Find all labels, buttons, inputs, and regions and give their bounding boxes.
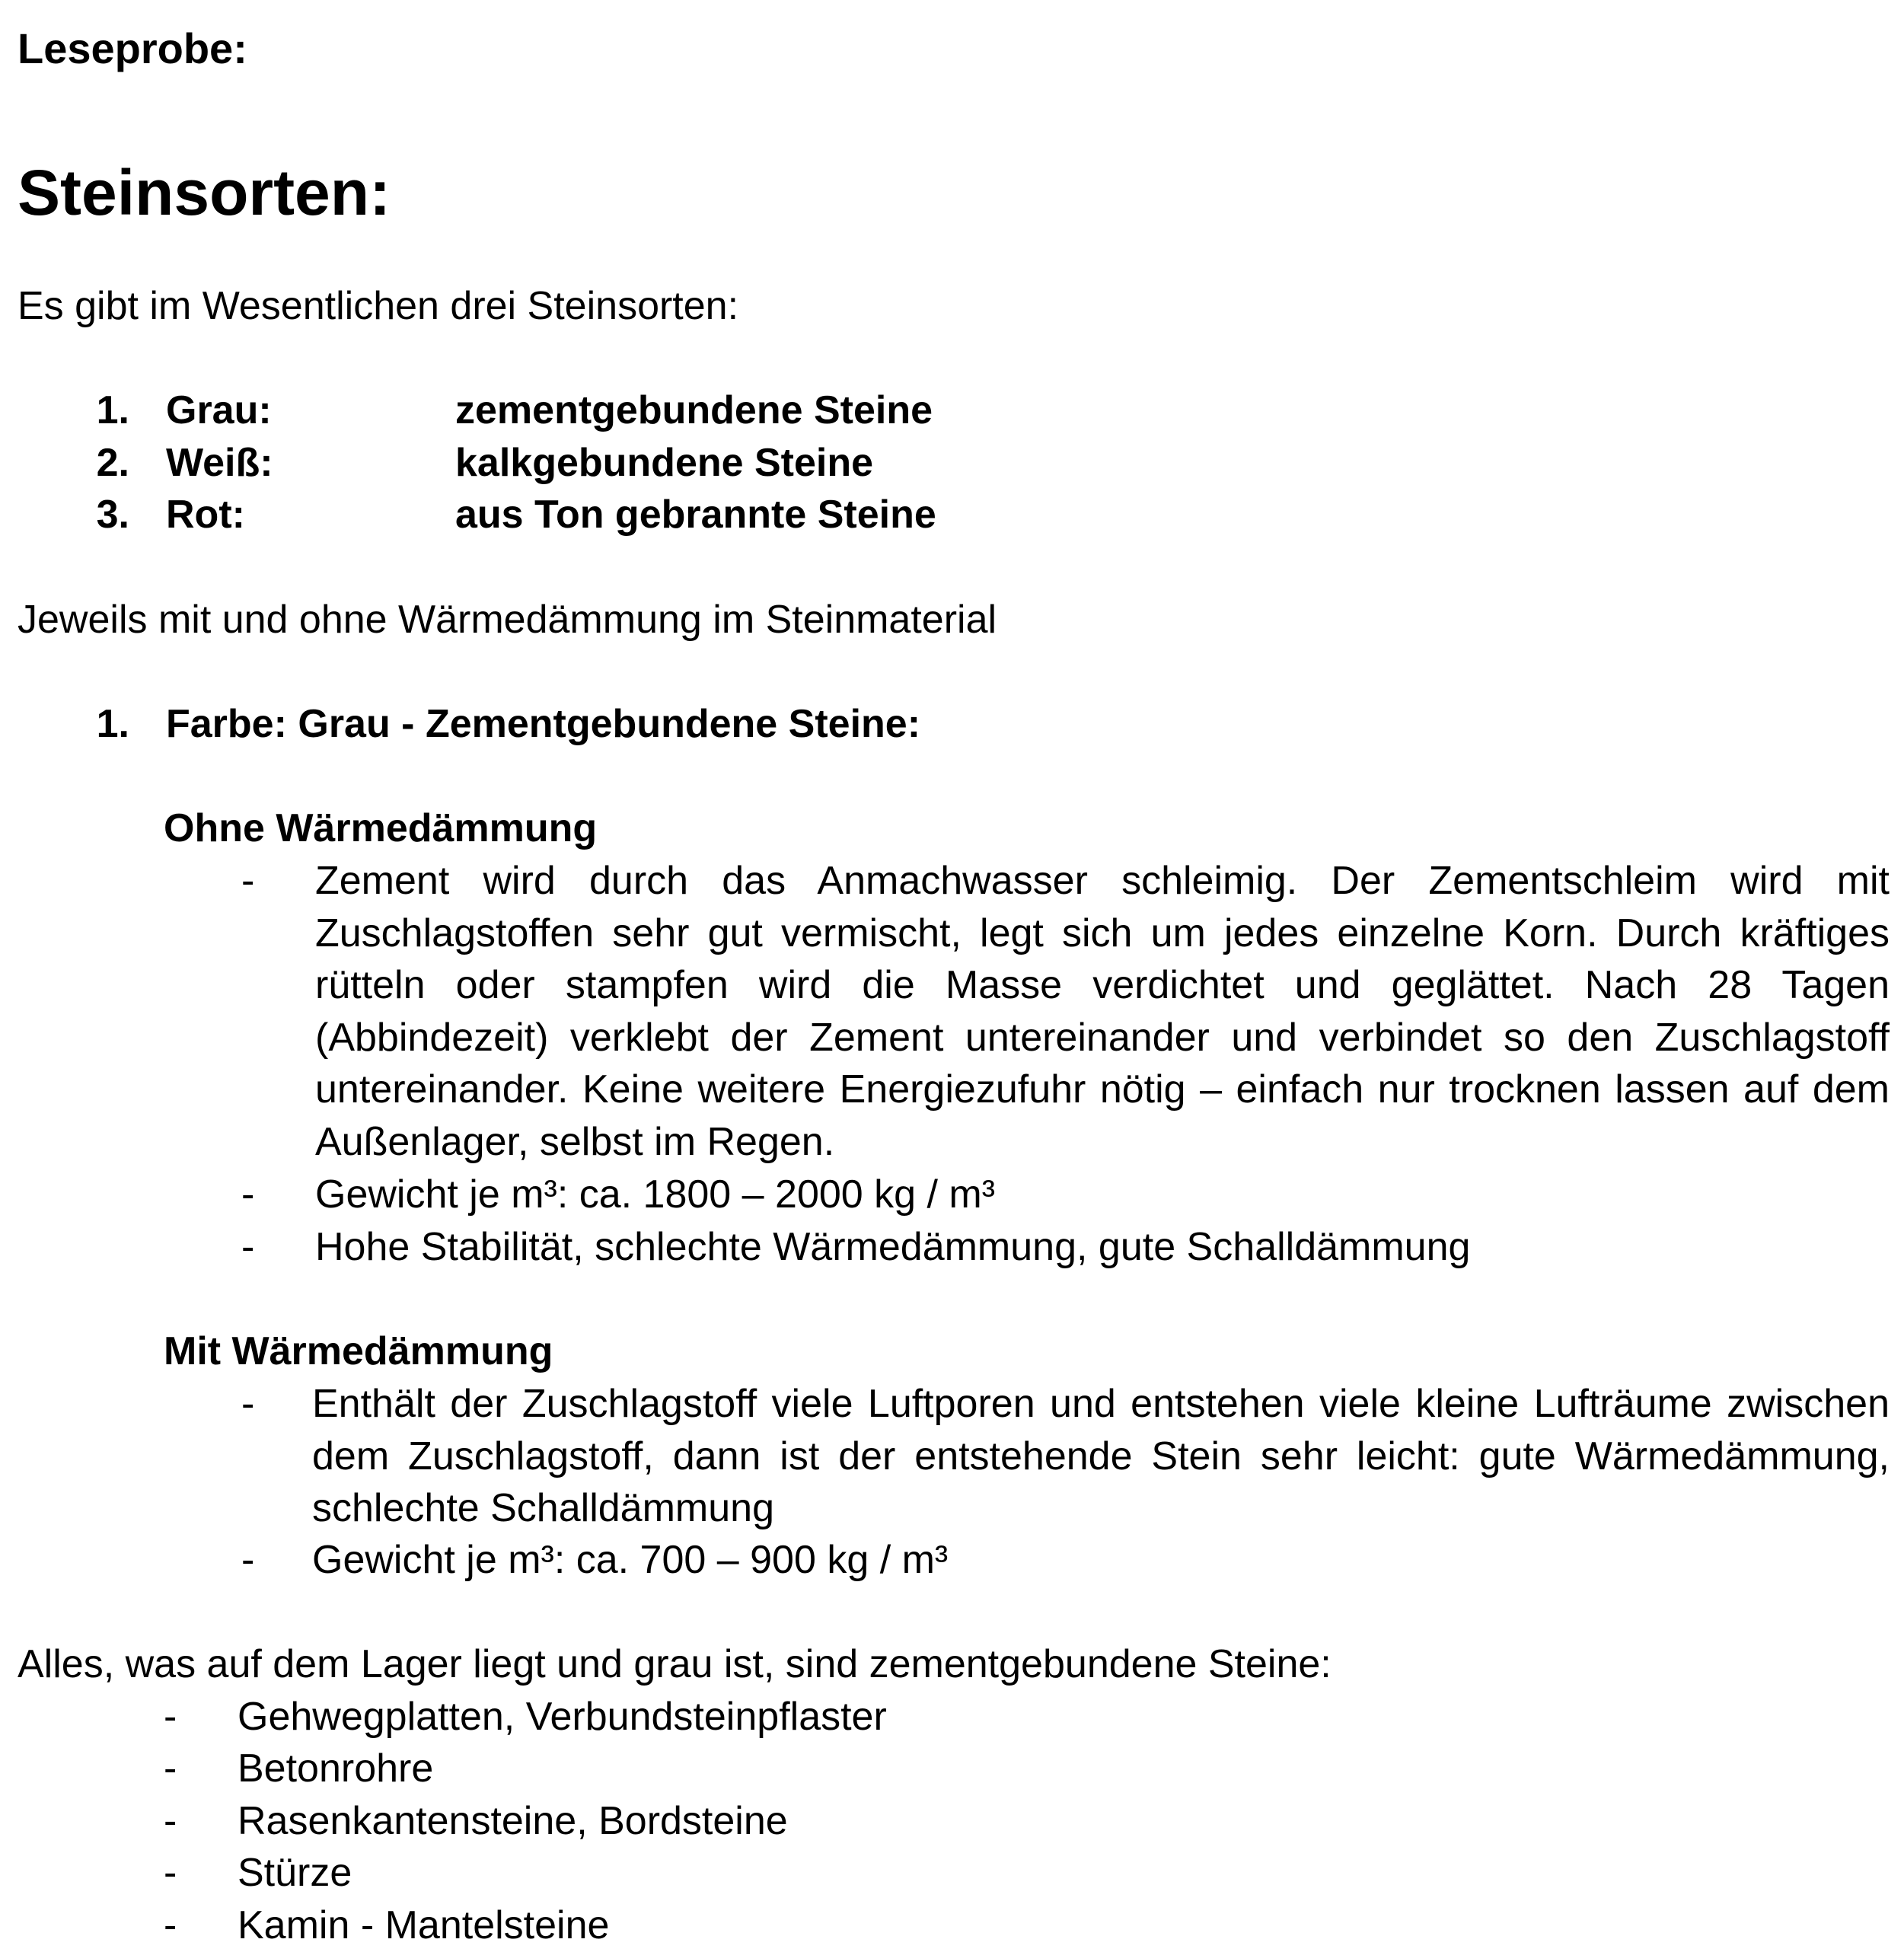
section-title: Farbe: Grau - Zementgebundene Steine:	[166, 702, 921, 746]
type-label: Weiß:	[166, 441, 273, 485]
ohne-item-1: Zement wird durch das Anmachwasser schleimig. Der Zementschleim wird mit Zuschlagstoffen sehr gut vermischt, legt sich um jedes einzelne Korn. Durch kräftiges rütteln oder stampfen wird die Masse verdichtet und geglättet. Nach 28 Tagen (Abbindezeit) verklebt der Zement untereinander und verbindet so den Zuschlagstoff untereinander. Keine weitere Energiezufuhr nötig – einfach nur trocknen lassen auf dem Außenlager, selbst im Regen.	[315, 859, 1890, 1164]
bullet: -	[164, 1903, 177, 1947]
note-text: Jeweils mit und ohne Wärmedämmung im Steinmaterial	[18, 598, 997, 642]
list-number: 1.	[96, 388, 129, 432]
lager-item: Rasenkantensteine, Bordsteine	[238, 1799, 788, 1843]
list-number: 3.	[96, 493, 129, 537]
bullet: -	[241, 1172, 255, 1217]
bullet: -	[164, 1799, 177, 1843]
lager-item: Gehwegplatten, Verbundsteinpflaster	[238, 1695, 887, 1739]
ohne-item-3: Hohe Stabilität, schlechte Wärmedämmung, gute Schalldämmung	[315, 1225, 1471, 1269]
main-heading: Steinsorten:	[18, 157, 391, 228]
type-label: Grau:	[166, 388, 272, 432]
bullet: -	[241, 1225, 255, 1269]
type-description: aus Ton gebrannte Steine	[455, 493, 936, 537]
bullet: -	[241, 859, 255, 903]
bullet: -	[164, 1851, 177, 1895]
ohne-item-2: Gewicht je m³: ca. 1800 – 2000 kg / m³	[315, 1172, 996, 1217]
page-title: Leseprobe:	[18, 24, 247, 72]
bullet: -	[164, 1695, 177, 1739]
bullet: -	[241, 1538, 255, 1582]
lager-item: Betonrohre	[238, 1746, 434, 1791]
intro-text: Es gibt im Wesentlichen drei Steinsorten:	[18, 284, 739, 328]
lager-intro: Alles, was auf dem Lager liegt und grau ist, sind zementgebundene Steine:	[18, 1642, 1332, 1686]
bullet: -	[241, 1382, 255, 1426]
mit-item-1: Enthält der Zuschlagstoff viele Luftporen und entstehen viele kleine Lufträume zwischen dem Zuschlagstoff, dann ist der entstehende Stein sehr leicht: gute Wärmedämmung, schlechte Schalldämmung	[312, 1382, 1890, 1530]
mit-item-2: Gewicht je m³: ca. 700 – 900 kg / m³	[312, 1538, 949, 1582]
lager-item: Stürze	[238, 1851, 352, 1895]
list-number: 2.	[96, 441, 129, 485]
lager-item: Kamin - Mantelsteine	[238, 1903, 610, 1947]
type-description: zementgebundene Steine	[455, 388, 933, 432]
section-number: 1.	[96, 702, 129, 746]
subheading-ohne: Ohne Wärmedämmung	[164, 806, 598, 850]
type-label: Rot:	[166, 493, 245, 537]
subheading-mit: Mit Wärmedämmung	[164, 1329, 553, 1373]
bullet: -	[164, 1746, 177, 1791]
type-description: kalkgebundene Steine	[455, 441, 874, 485]
